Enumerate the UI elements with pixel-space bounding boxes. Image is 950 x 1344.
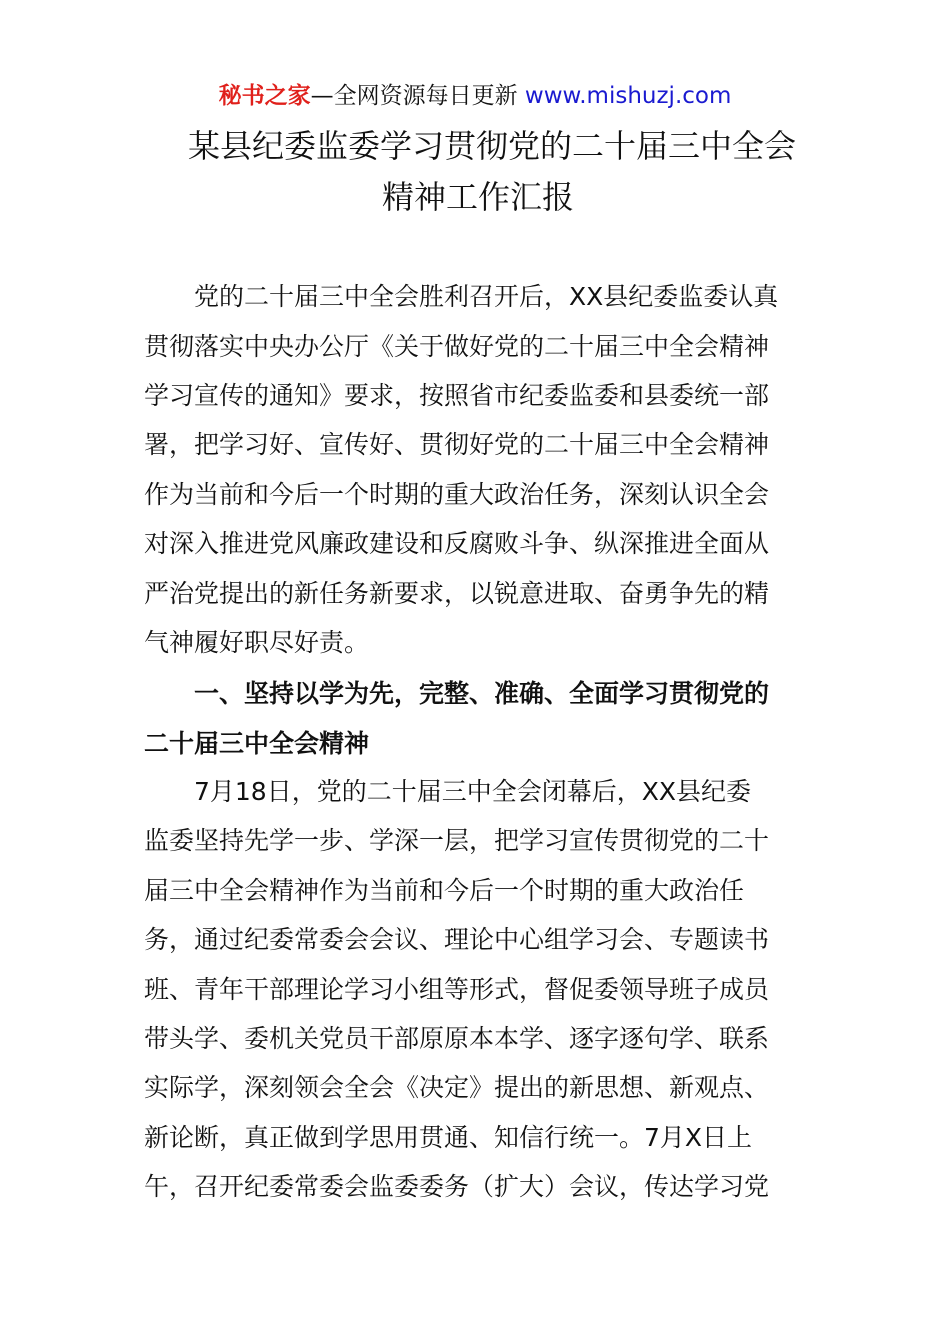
body-line-11: 7月18日，党的二十届三中全会闭幕后，XX县纪委 <box>144 777 751 806</box>
body-line-17: 实际学，深刻领会全会《决定》提出的新思想、新观点、 <box>144 1073 770 1102</box>
brand-name: 秘书之家 <box>218 83 311 109</box>
body-line-19: 午，召开纪委常委会监委委务（扩大）会议，传达学习党 <box>144 1172 770 1201</box>
body-line-2: 贯彻落实中央办公厅《关于做好党的二十届三中全会精神 <box>144 332 770 361</box>
body-line-1: 党的二十届三中全会胜利召开后，XX县纪委监委认真 <box>144 282 779 311</box>
section-heading-line-2: 二十届三中全会精神 <box>144 729 370 758</box>
body-line-3: 学习宣传的通知》要求，按照省市纪委监委和县委统一部 <box>144 381 770 410</box>
site-tagline: —全网资源每日更新 <box>310 83 525 109</box>
body-line-15: 班、青年干部理论学习小组等形式，督促委领导班子成员 <box>144 975 770 1004</box>
body-line-13: 届三中全会精神作为当前和今后一个时期的重大政治任 <box>144 876 745 905</box>
document-title-line-2: 精神工作汇报 <box>381 178 574 216</box>
body-line-16: 带头学、委机关党员干部原原本本学、逐字逐句学、联系 <box>144 1024 770 1053</box>
body-line-7: 严治党提出的新任务新要求，以锐意进取、奋勇争先的精 <box>144 579 770 608</box>
body-line-5: 作为当前和今后一个时期的重大政治任务，深刻认识全会 <box>144 480 770 509</box>
body-line-6: 对深入推进党风廉政建设和反腐败斗争、纵深推进全面从 <box>144 529 770 558</box>
site-url-link[interactable]: www.mishuzj.com <box>524 83 732 109</box>
body-line-8: 气神履好职尽好责。 <box>144 628 370 657</box>
site-header <box>0 80 950 112</box>
body-line-12: 监委坚持先学一步、学深一层，把学习宣传贯彻党的二十 <box>144 826 770 855</box>
body-line-4: 署，把学习好、宣传好、贯彻好党的二十届三中全会精神 <box>144 430 770 459</box>
body-line-18: 新论断，真正做到学思用贯通、知信行统一。7月X日上 <box>144 1123 753 1152</box>
body-line-14: 务，通过纪委常委会会议、理论中心组学习会、专题读书 <box>144 925 770 954</box>
section-heading-line-1: 一、坚持以学为先，完整、准确、全面学习贯彻党的 <box>144 679 770 708</box>
document-title-line-1: 某县纪委监委学习贯彻党的二十届三中全会 <box>187 127 796 165</box>
